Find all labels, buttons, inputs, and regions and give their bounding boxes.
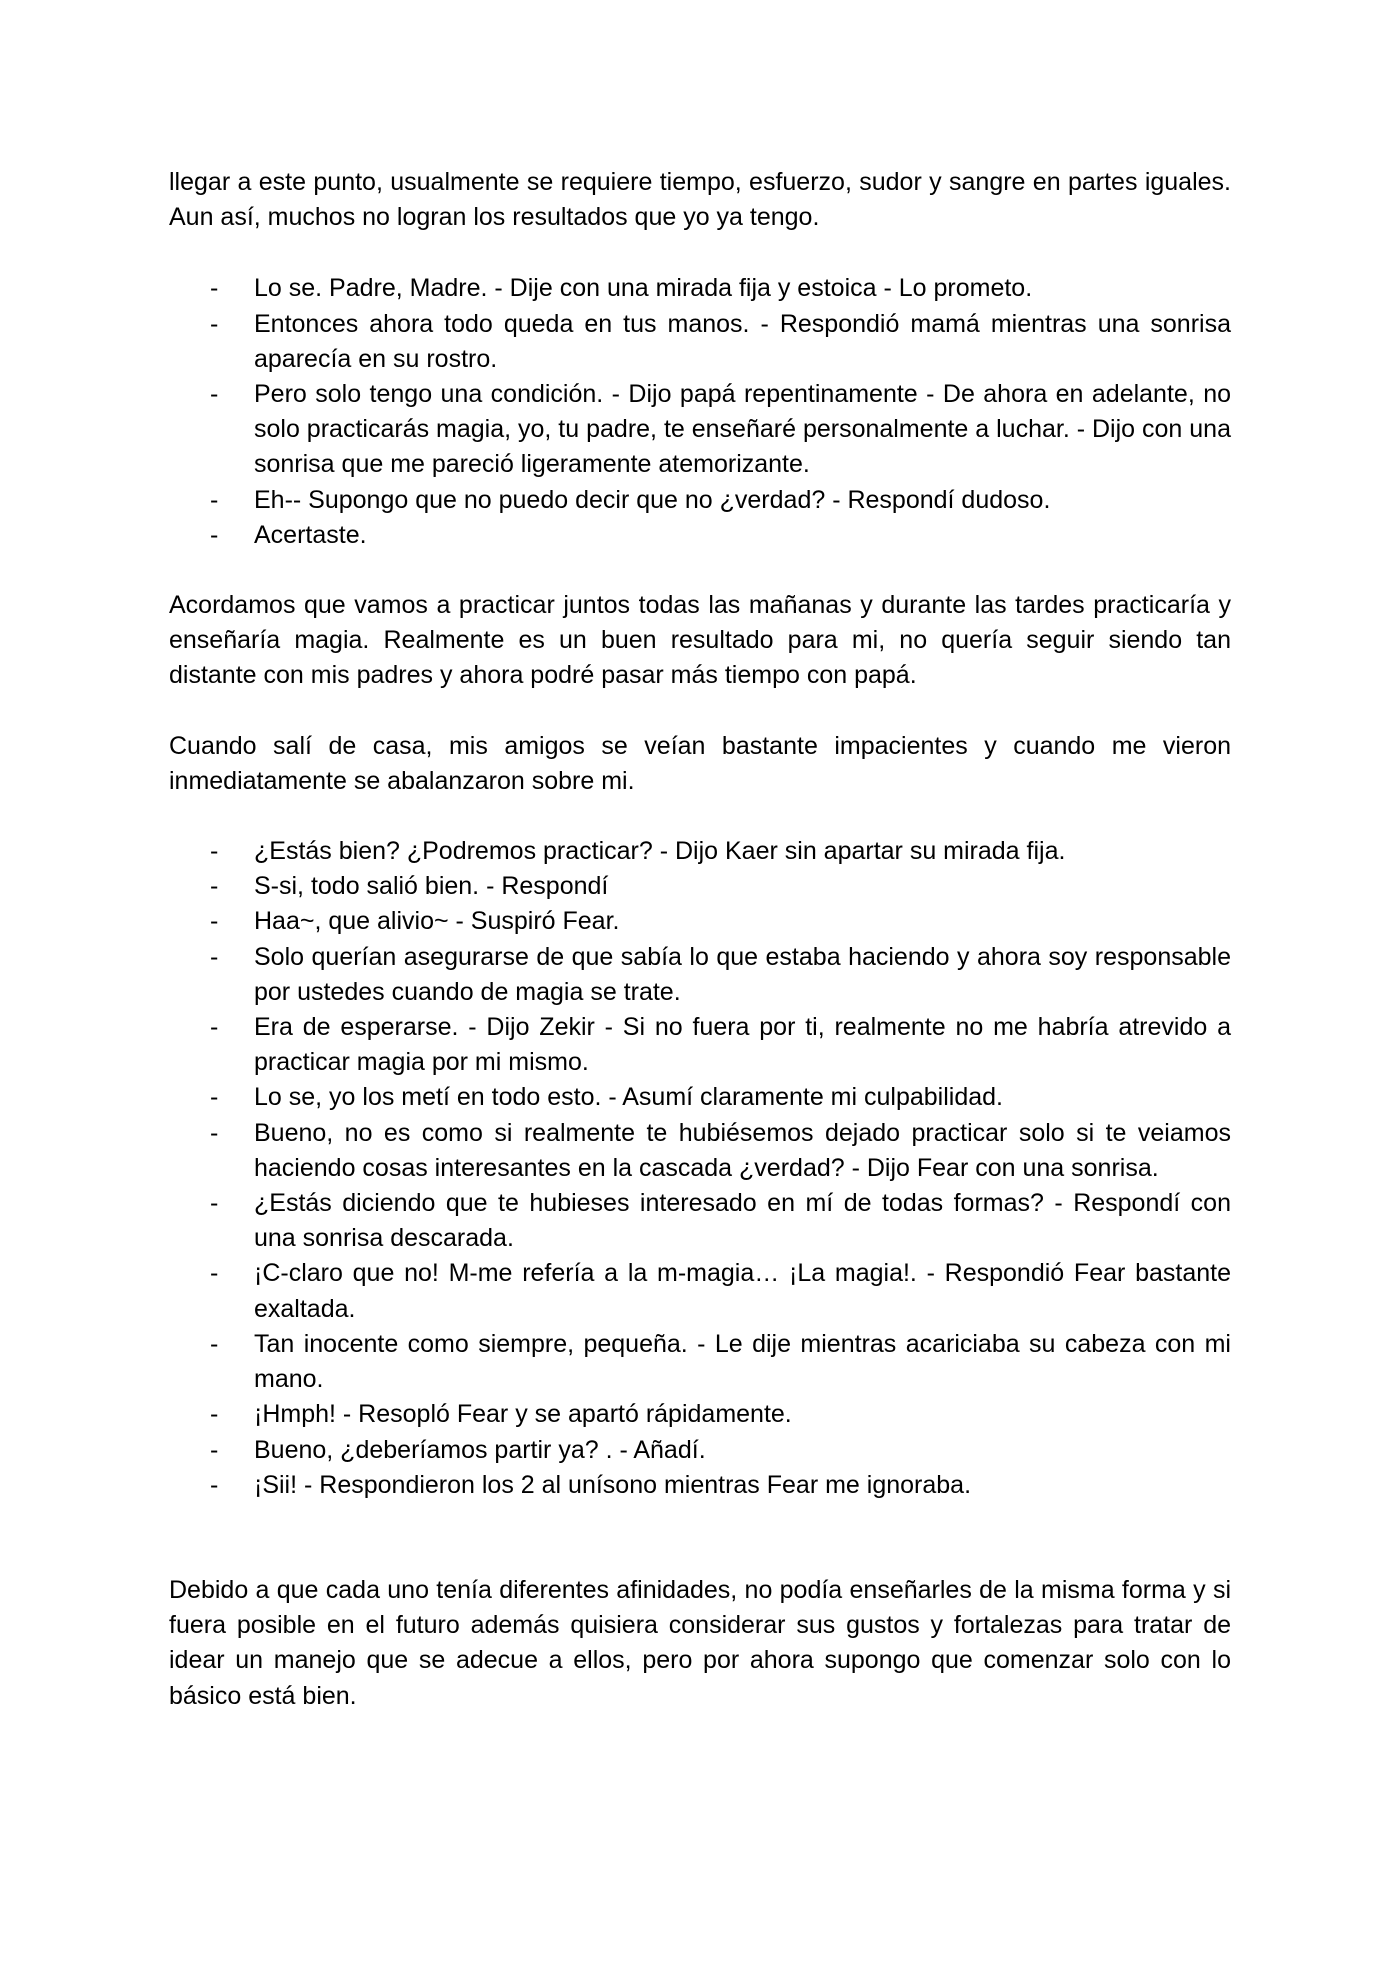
- dash-bullet: -: [210, 1259, 219, 1288]
- dialogue-text: S-si, todo salió bien. - Respondí: [254, 872, 609, 901]
- dialogue-text: Pero solo tengo una condición. - Dijo papá repentinamente - De ahora en adelante, no solo practicarás magia, yo, tu padre, te enseñaré personalmente a luchar. - Dijo con una sonrisa que me pareció ligeramente atemorizante.: [254, 380, 1231, 479]
- dash-bullet: -: [210, 907, 219, 936]
- paragraph-1: llegar a este punto, usualmente se requiere tiempo, esfuerzo, sudor y sangre en partes iguales. Aun así, muchos no logran los resultados que yo ya tengo.: [169, 168, 1231, 232]
- dialogue-text: Lo se. Padre, Madre. - Dije con una mirada fija y estoica - Lo prometo.: [254, 274, 1033, 303]
- dash-bullet: -: [210, 380, 219, 409]
- paragraph-spacer: [169, 694, 1231, 729]
- dash-bullet: -: [210, 1400, 219, 1429]
- dialogue-line: [169, 307, 1231, 377]
- dialogue-line: [169, 1397, 1231, 1432]
- dialogue-text: ¡C-claro que no! M-me refería a la m-magia… ¡La magia!. - Respondió Fear bastante exaltada.: [254, 1259, 1231, 1323]
- dash-bullet: -: [210, 309, 219, 338]
- dialogue-list-1: [169, 271, 1231, 553]
- dialogue-line: [169, 1080, 1231, 1115]
- dialogue-text: Bueno, ¿deberíamos partir ya? . - Añadí.: [254, 1435, 706, 1464]
- dialogue-line: [169, 518, 1231, 553]
- dialogue-line: [169, 1116, 1231, 1186]
- dash-bullet: -: [210, 1083, 219, 1112]
- dialogue-text: ¿Estás diciendo que te hubieses interesado en mí de todas formas? - Respondí con una sonrisa descarada.: [254, 1189, 1231, 1253]
- paragraph-3: Cuando salí de casa, mis amigos se veían bastante impacientes y cuando me vieron inmediatamente se abalanzaron sobre mi.: [169, 731, 1231, 795]
- dialogue-text: Entonces ahora todo queda en tus manos. - Respondió mamá mientras una sonrisa aparecía en su rostro.: [254, 309, 1231, 373]
- dialogue-text: Lo se, yo los metí en todo esto. - Asumí claramente mi culpabilidad.: [254, 1083, 1003, 1112]
- dialogue-line: [169, 377, 1231, 483]
- dialogue-text: Solo querían asegurarse de que sabía lo que estaba haciendo y ahora soy responsable por ustedes cuando de magia se trate.: [254, 942, 1231, 1006]
- dialogue-text: ¡Hmph! - Resopló Fear y se apartó rápidamente.: [254, 1400, 792, 1429]
- dash-bullet: -: [210, 1470, 219, 1499]
- dash-bullet: -: [210, 485, 219, 514]
- dialogue-line: [169, 1468, 1231, 1503]
- dialogue-line: [169, 869, 1231, 904]
- dash-bullet: -: [210, 1329, 219, 1358]
- dialogue-text: Bueno, no es como si realmente te hubiésemos dejado practicar solo si te veiamos haciendo cosas interesantes en la cascada ¿verdad? - Dijo Fear con una sonrisa.: [254, 1118, 1231, 1182]
- dash-bullet: -: [210, 837, 219, 866]
- dialogue-text: Acertaste.: [254, 520, 367, 549]
- dash-bullet: -: [210, 1118, 219, 1147]
- paragraph-spacer: [169, 235, 1231, 271]
- dialogue-text: Tan inocente como siempre, pequeña. - Le dije mientras acariciaba su cabeza con mi mano.: [254, 1329, 1231, 1394]
- dash-bullet: -: [210, 1013, 219, 1042]
- dash-bullet: -: [210, 1435, 219, 1464]
- dialogue-text: ¿Estás bien? ¿Podremos practicar? - Dijo Kaer sin apartar su mirada fija.: [254, 837, 1066, 866]
- dialogue-line: [169, 271, 1231, 306]
- dialogue-line: [169, 1256, 1231, 1326]
- paragraph-4: Debido a que cada uno tenía diferentes afinidades, no podía enseñarles de la misma forma y si fuera posible en el futuro además quisiera considerar sus gustos y fortalezas para tratar de idear un manejo que se adecue a ellos, pero por ahora supongo que comenzar solo con lo básico está bien.: [169, 1575, 1231, 1710]
- dash-bullet: -: [210, 872, 219, 901]
- dialogue-line: [169, 1010, 1231, 1080]
- dash-bullet: -: [210, 520, 219, 549]
- dash-bullet: -: [210, 942, 219, 971]
- dash-bullet: -: [210, 1189, 219, 1218]
- dialogue-line: [169, 1433, 1231, 1468]
- page-body: [169, 165, 1231, 1714]
- paragraph-spacer: [169, 799, 1231, 834]
- dialogue-text: Era de esperarse. - Dijo Zekir - Si no fuera por ti, realmente no me habría atrevido a practicar magia por mi mismo.: [254, 1013, 1231, 1077]
- dialogue-line: [169, 834, 1231, 869]
- dialogue-line: [169, 483, 1231, 518]
- paragraph-spacer: [169, 553, 1231, 588]
- paragraph-2: Acordamos que vamos a practicar juntos todas las mañanas y durante las tardes practicaría y enseñaría magia. Realmente es un buen resultado para mi, no quería seguir siendo tan distante con mis padres y ahora podré pasar más tiempo con papá.: [169, 591, 1231, 690]
- dialogue-line: [169, 1327, 1231, 1397]
- dash-bullet: -: [210, 274, 219, 303]
- dialogue-text: ¡Sii! - Respondieron los 2 al unísono mientras Fear me ignoraba.: [254, 1470, 972, 1499]
- paragraph-spacer: [169, 1503, 1231, 1573]
- dialogue-line: [169, 1186, 1231, 1256]
- dialogue-text: Eh-- Supongo que no puedo decir que no ¿verdad? - Respondí dudoso.: [254, 485, 1051, 514]
- dialogue-line: [169, 904, 1231, 939]
- dialogue-text: Haa~, que alivio~ - Suspiró Fear.: [254, 907, 620, 936]
- dialogue-line: [169, 940, 1231, 1010]
- dialogue-list-2: [169, 834, 1231, 1503]
